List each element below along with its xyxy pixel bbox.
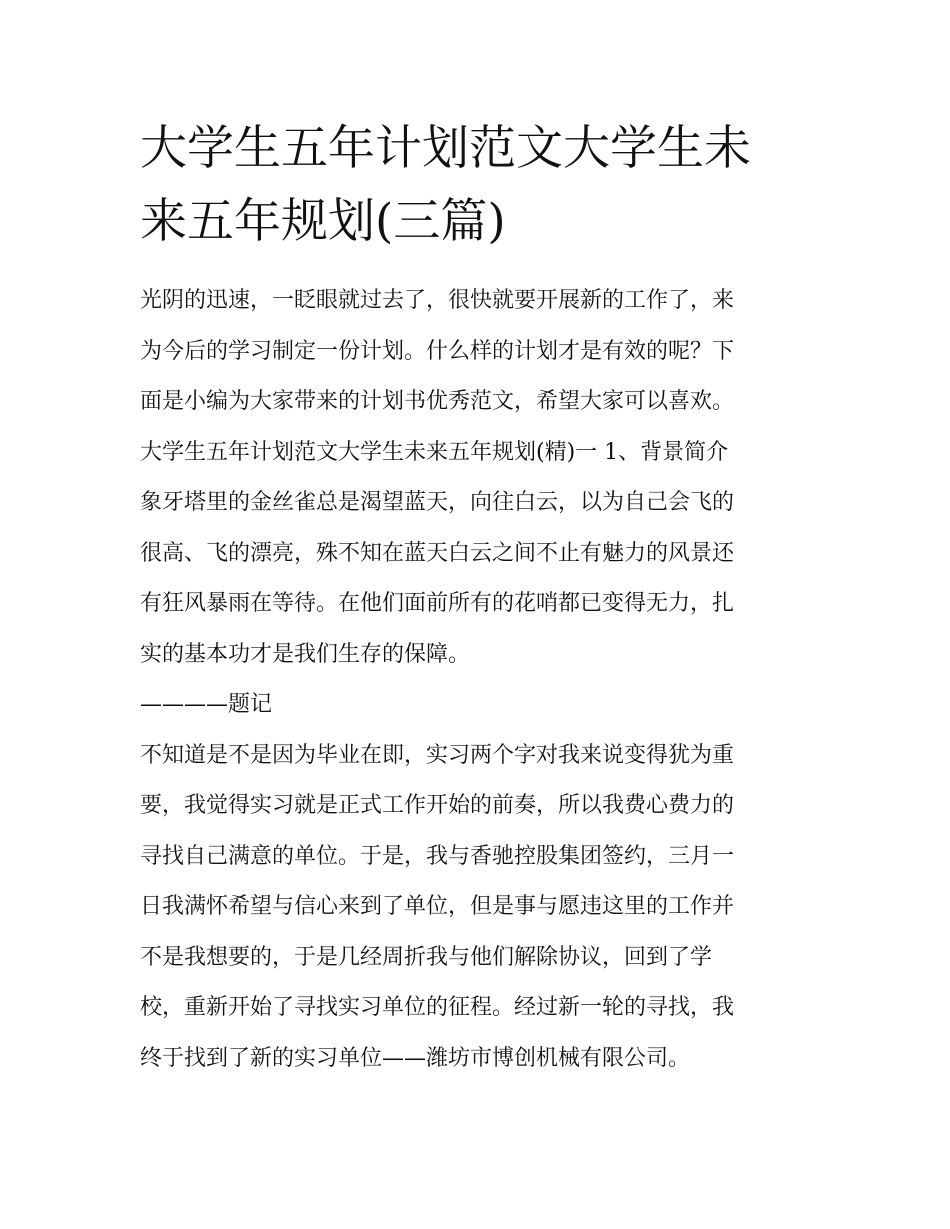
- paragraph-line: 有狂风暴雨在等待。在他们面前所有的花哨都已变得无力，扎: [140, 591, 735, 616]
- paragraph-line: 不是我想要的，于是几经周折我与他们解除协议，回到了学: [140, 944, 713, 970]
- paragraph-line: 象牙塔里的金丝雀总是渴望蓝天，向往白云，以为自己会飞的: [140, 490, 735, 515]
- paragraph-line: 寻找自己满意的单位。于是，我与香驰控股集团签约，三月一: [140, 843, 735, 869]
- body-text: [140, 281, 820, 1089]
- paragraph-line: 光阴的迅速，一眨眼就过去了，很快就要开展新的工作了，来: [140, 288, 735, 313]
- paragraph-line: 要，我觉得实习就是正式工作开始的前奏，所以我费心费力的: [140, 793, 735, 818]
- paragraph-line: 校，重新开始了寻找实习单位的征程。经过新一轮的寻找，我: [140, 995, 735, 1020]
- paragraph-line: 实的基本功才是我们生存的保障。: [140, 641, 471, 667]
- paragraph-line: 日我满怀希望与信心来到了单位，但是事与愿违这里的工作并: [140, 894, 735, 919]
- paragraph-line: 不知道是不是因为毕业在即，实习两个字对我来说变得犹为重: [140, 742, 735, 768]
- title-line: 大学生五年计划范文大学生未: [140, 121, 751, 176]
- paragraph-line: 终于找到了新的实习单位——潍坊市博创机械有限公司。: [140, 1045, 691, 1071]
- paragraph-line: 大学生五年计划范文大学生未来五年规划(精)一 1、背景简介: [140, 439, 729, 465]
- epigraph-attribution: ————题记: [140, 692, 273, 717]
- paragraph-line: 为今后的学习制定一份计划。什么样的计划才是有效的呢？下: [140, 338, 735, 364]
- paragraph-line: 很高、飞的漂亮，殊不知在蓝天白云之间不止有魅力的风景还: [140, 540, 735, 566]
- title-line: 来五年规划(三篇): [140, 194, 506, 249]
- paragraph-line: 面是小编为大家带来的计划书优秀范文，希望大家可以喜欢。: [140, 389, 735, 414]
- page-title: [140, 112, 820, 258]
